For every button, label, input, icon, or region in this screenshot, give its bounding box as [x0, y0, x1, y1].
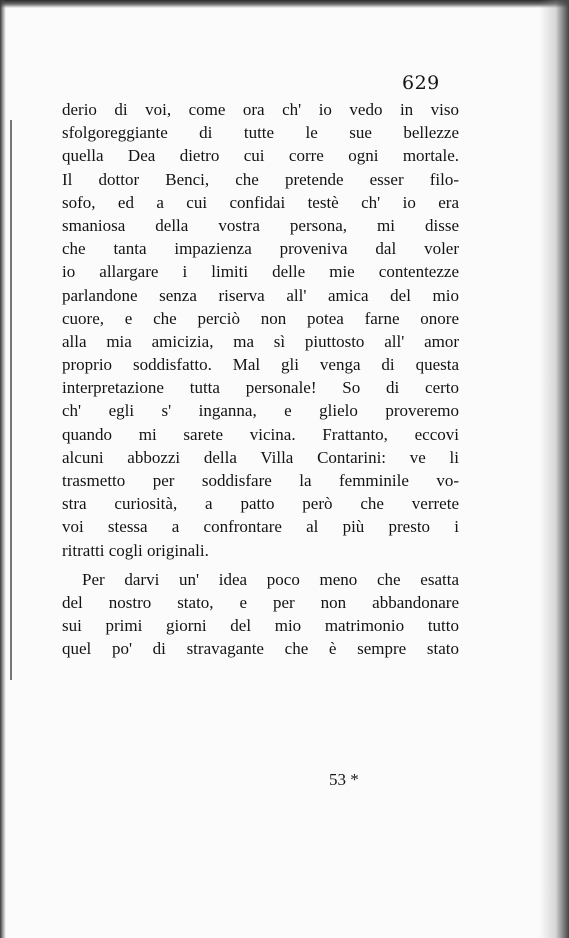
text-line: che tanta impazienza proveniva dal voler [62, 239, 459, 259]
text-line: sui primi giorni del mio matrimonio tutto [62, 616, 459, 636]
text-line: alcuni abbozzi della Villa Contarini: ve li [62, 447, 459, 467]
page-number: 629 [402, 72, 440, 94]
body-text [62, 98, 459, 661]
text-line: Il dottor Benci, che pretende esser filo- [62, 169, 459, 189]
text-line: alla mia amicizia, ma sì piuttosto all' amor [62, 331, 459, 351]
text-line: cuore, e che perciò non potea farne onore [62, 308, 459, 328]
text-line: del nostro stato, e per non abbandonare [62, 592, 459, 612]
text-line: stra curiosità, a patto però che verrete [62, 494, 459, 514]
text-line: derio di voi, come ora ch' io vedo in viso [62, 100, 459, 119]
text-line: io allargare i limiti delle mie contentezze [62, 262, 459, 282]
text-line: interpretazione tutta personale! So di certo [62, 378, 459, 398]
text-line: trasmetto per soddisfare la femminile vo- [62, 471, 459, 490]
text-line: quando mi sarete vicina. Frattanto, eccovi [62, 424, 459, 444]
paragraph-end-line: ritratti cogli originali. [62, 540, 209, 560]
text-line: voi stessa a confrontare al più presto i [62, 517, 459, 537]
paragraph-start-line: Per darvi un' idea poco meno che esatta [82, 569, 459, 589]
page-left-edge-shadow [0, 0, 6, 938]
page-top-edge-shadow [0, 0, 569, 8]
text-line: ch' egli s' inganna, e glielo proveremo [62, 401, 459, 421]
text-line: sfolgoreggiante di tutte le sue bellezze [62, 123, 459, 143]
page-right-edge-shadow [539, 0, 569, 938]
gutter-line [10, 120, 12, 680]
text-line: quella Dea dietro cui corre ogni mortale. [62, 146, 459, 166]
signature-mark: 53 * [329, 770, 359, 789]
text-line: smaniosa della vostra persona, mi disse [62, 215, 459, 235]
text-line: proprio soddisfatto. Mal gli venga di questa [62, 355, 459, 375]
text-line: quel po' di stravagante che è sempre stato [62, 639, 459, 659]
text-line: sofo, ed a cui confidai testè ch' io era [62, 192, 459, 212]
text-line: parlandone senza riserva all' amica del mio [62, 285, 459, 305]
